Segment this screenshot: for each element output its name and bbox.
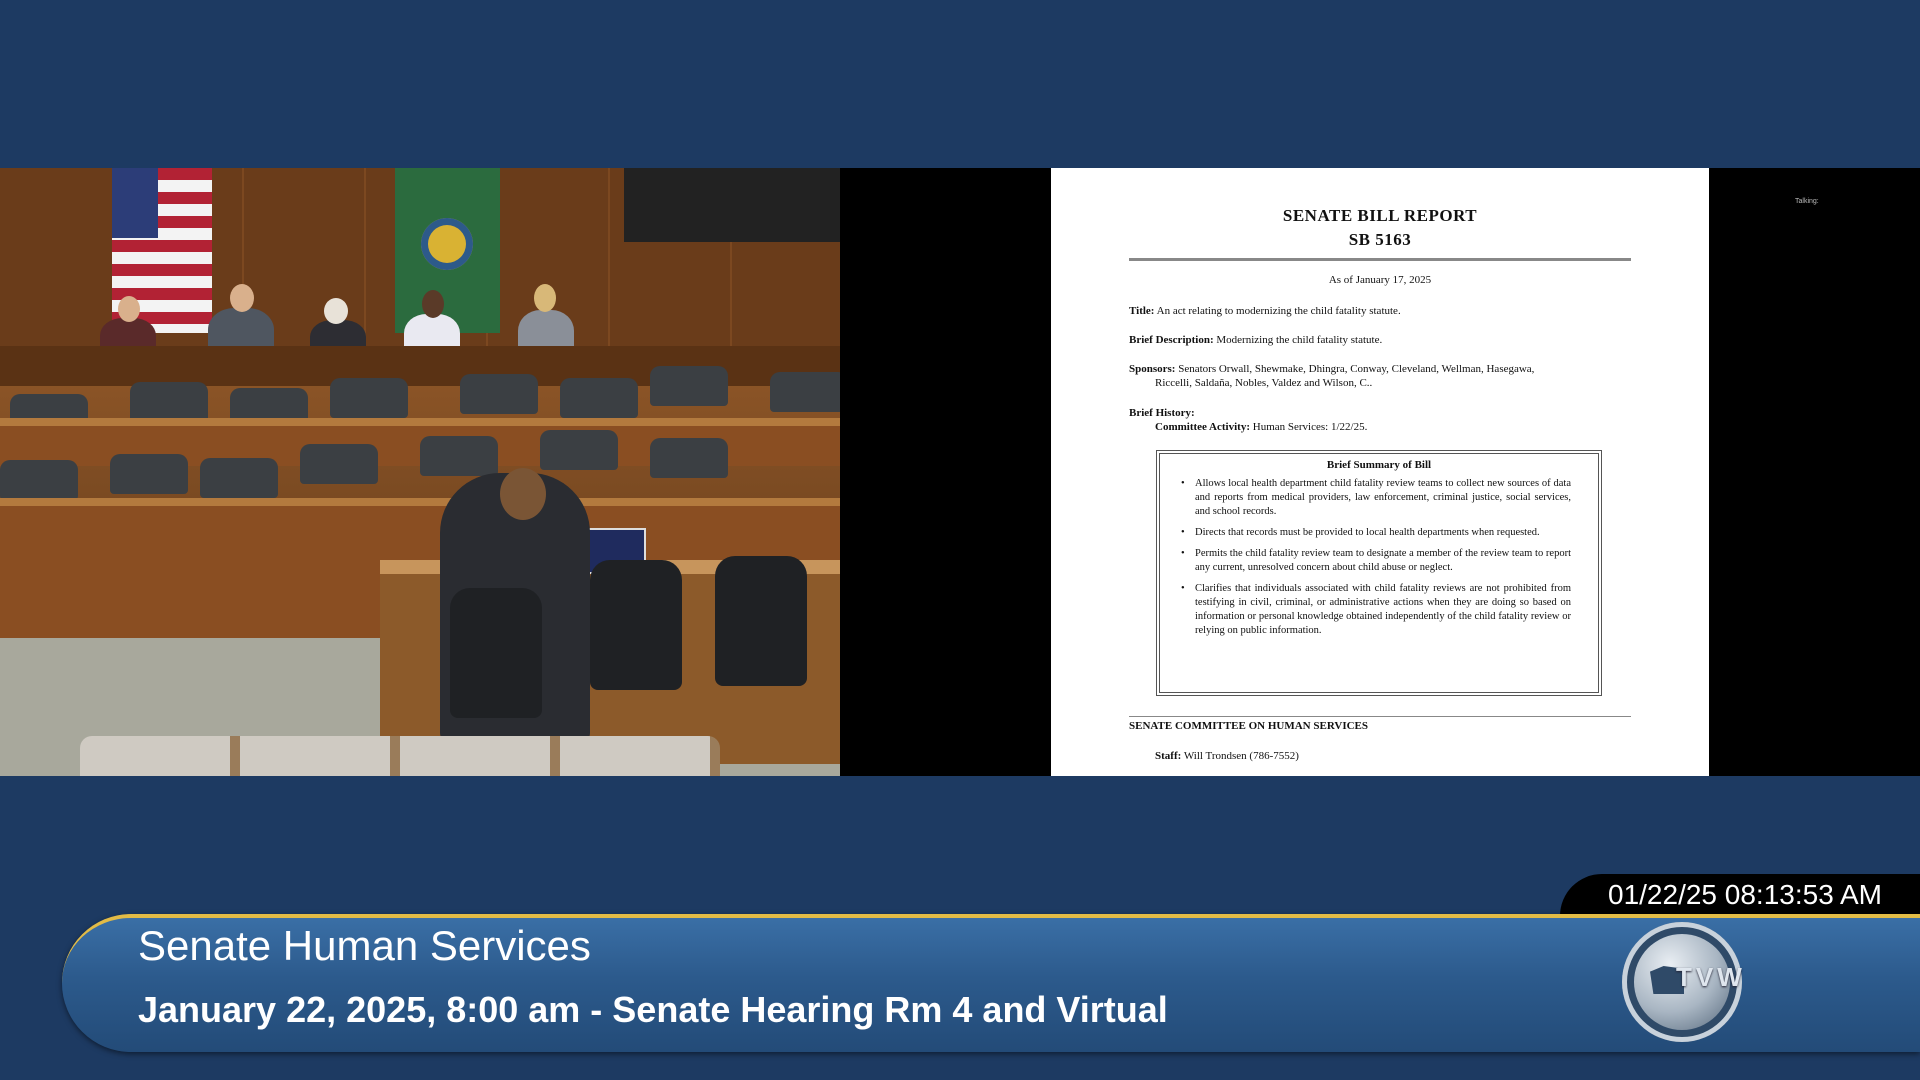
flag-canton <box>112 168 158 238</box>
senator-2-head <box>230 284 254 312</box>
committee-activity <box>1129 420 1629 434</box>
chair <box>200 458 278 498</box>
brief-description-label: Brief Description: <box>1129 334 1214 346</box>
sponsors-line1: Senators Orwall, Shewmake, Dhingra, Conway, Cleveland, Wellman, Hasegawa, <box>1178 363 1535 375</box>
timestamp: 01/22/25 08:13:53 AM <box>1608 879 1882 910</box>
brief-description-field <box>1129 333 1629 347</box>
sponsors-line2: Riccelli, Saldaña, Nobles, Valdez and Wilson, C.. <box>1155 377 1373 389</box>
chair <box>650 438 728 478</box>
talking-indicator: Talking: <box>1795 198 1819 205</box>
chair <box>560 378 638 418</box>
committee-rule <box>1129 716 1631 717</box>
witness-chair <box>450 588 542 718</box>
sponsors-field <box>1129 362 1649 390</box>
summary-item: • Clarifies that individuals associated with child fatality reviews are not prohibited from testifying in civil, criminal, or administrative actions when they are doing so based on information or personal knowledge obtained independently of the child fatality review or relying on public information. <box>1195 582 1571 638</box>
hearing-room-camera-feed <box>0 168 840 776</box>
bill-number: SB 5163 <box>1348 230 1412 249</box>
staff-label: Staff: <box>1155 750 1182 762</box>
testifier-head <box>500 468 546 520</box>
sponsors-label: Sponsors: <box>1129 363 1176 375</box>
brief-history-field <box>1129 406 1629 434</box>
chair <box>460 374 538 414</box>
chair <box>130 382 208 422</box>
tvw-logo-text: TVW <box>1676 962 1746 992</box>
audience-seats <box>80 736 720 776</box>
state-seal-icon <box>421 218 473 270</box>
brief-history-label: Brief History: <box>1129 407 1195 419</box>
chair <box>540 430 618 470</box>
summary-list <box>1157 477 1601 638</box>
title-rule <box>1129 258 1631 261</box>
chair <box>330 378 408 418</box>
video-area <box>0 168 1920 776</box>
top-band <box>0 0 1920 168</box>
bill-report-document <box>1051 168 1709 776</box>
chair <box>0 460 78 500</box>
committee-heading: SENATE COMMITTEE ON HUMAN SERVICES <box>1129 720 1368 732</box>
program-subtitle: January 22, 2025, 8:00 am - Senate Hearing Rm 4 and Virtual <box>138 989 1168 1030</box>
summary-item: • Permits the child fatality review team to designate a member of the review team to report any current, unresolved concern about child abuse or neglect. <box>1195 547 1571 575</box>
title-value: An act relating to modernizing the child fatality statute. <box>1156 305 1401 317</box>
staff-value: Will Trondsen (786-7552) <box>1183 750 1299 762</box>
summary-item: • Directs that records must be provided to local health departments when requested. <box>1195 526 1571 540</box>
committee-activity-label: Committee Activity: <box>1155 421 1250 433</box>
staff-line <box>1155 750 1299 762</box>
chair <box>770 372 840 412</box>
summary-item: • Allows local health department child fatality review teams to collect new sources of data and reports from medical providers, law enforcement, criminal justice, social services, and school records. <box>1195 477 1571 519</box>
witness-chair <box>590 560 682 690</box>
senator-1-head <box>118 296 140 322</box>
as-of-date: As of January 17, 2025 <box>1328 274 1432 286</box>
title-label: Title: <box>1129 305 1155 317</box>
witness-chair <box>715 556 807 686</box>
program-title: Senate Human Services <box>138 922 591 969</box>
brief-summary-box <box>1156 450 1602 696</box>
brief-description-value: Modernizing the child fatality statute. <box>1216 334 1383 346</box>
senator-4-head <box>422 290 444 318</box>
document-title <box>1051 204 1709 252</box>
washington-flag-icon <box>395 168 500 333</box>
chair <box>300 444 378 484</box>
senator-3-head <box>324 298 348 324</box>
wall-monitor <box>624 168 840 242</box>
chair <box>650 366 728 406</box>
summary-title: Brief Summary of Bill <box>1326 459 1432 471</box>
committee-activity-value: Human Services: 1/22/25. <box>1252 421 1368 433</box>
document-title-line1: SENATE BILL REPORT <box>1282 206 1478 225</box>
senator-5-head <box>534 284 556 312</box>
chair <box>420 436 498 476</box>
chair <box>110 454 188 494</box>
title-field <box>1129 304 1629 318</box>
